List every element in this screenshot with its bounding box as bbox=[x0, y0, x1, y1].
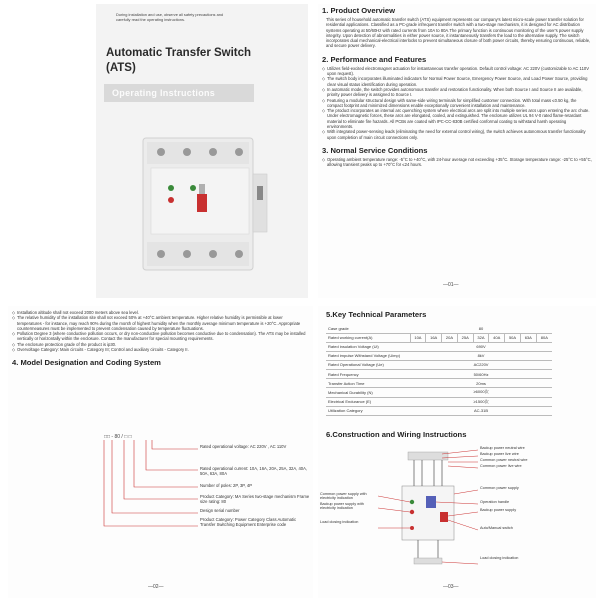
table-cell: Rated impulse Withstand Voltage (Uimp) bbox=[326, 351, 410, 360]
page-01 bbox=[318, 4, 596, 298]
page-number: —03— bbox=[443, 584, 459, 590]
wiring-label: Common power supply with electricity indication bbox=[320, 492, 367, 501]
feature-item: ◇ The switch body incorporates illuminated indicators for Normal Power Source, Emergency Power Source, and Load Power Source, providing clear visual status identification during operation. bbox=[322, 76, 592, 87]
code-label: Product Category: MA Series two-stage mechanism Frame size rating: 80 bbox=[200, 494, 310, 504]
section-title-conditions: 3. Normal Service Conditions bbox=[322, 145, 428, 155]
table-cell: AC-31B bbox=[410, 406, 552, 415]
table-row bbox=[326, 369, 552, 378]
table-cell: 20ms bbox=[410, 379, 552, 388]
feature-item: ◇ In automatic mode, the switch provides autonomous transfer and restoration functionality. When both Source I and Source II are available, priority power delivery is assigned to Source I. bbox=[322, 87, 592, 98]
wiring-label: Backup power supply bbox=[480, 508, 517, 512]
table-cell: Utilization Category bbox=[326, 406, 410, 415]
table-cell: Rated Operational Voltage (Ue) bbox=[326, 360, 410, 369]
features-list bbox=[322, 66, 592, 140]
wiring-labels-left bbox=[320, 492, 380, 524]
table-cell: ≥1500次 bbox=[410, 397, 552, 406]
feature-item: ◇ Featuring a modular structural design with same-side wiring terminals for simplified customer connection. With total mass ≤0.50 kg, the compact footprint and minimized dimensions enable exceptionally convenient installation and maintenance. bbox=[322, 98, 592, 109]
table-row bbox=[326, 333, 552, 342]
table-cell: Electrical Endurance (E) bbox=[326, 397, 410, 406]
cover-title-line2: (ATS) bbox=[106, 62, 136, 74]
table-cell: Rated Frequency bbox=[326, 369, 410, 378]
page-03 bbox=[318, 306, 596, 598]
table-row bbox=[326, 342, 552, 351]
wiring-label: Backup power neutral wire bbox=[480, 446, 525, 450]
table-cell: 690V bbox=[410, 342, 552, 351]
table-cell: 40A bbox=[489, 333, 505, 342]
wiring-label: Backup power live wire bbox=[480, 452, 519, 456]
model-code-lines bbox=[98, 438, 198, 538]
condition-item: ◇ Overvoltage Category: Main circuits - Category III; Control and auxiliary circuits - Category II. bbox=[12, 347, 308, 352]
code-label: Design serial number bbox=[200, 508, 240, 513]
wiring-labels-right bbox=[480, 446, 590, 560]
table-cell: AC220V bbox=[410, 360, 552, 369]
table-cell: 32A bbox=[473, 333, 489, 342]
table-cell: 25A bbox=[457, 333, 473, 342]
code-label: Product Category: Power Category Class Automatic Transfer Switching Equipment Enterprise code bbox=[200, 517, 297, 527]
wiring-label: Auto/Manual switch bbox=[480, 526, 513, 530]
table-cell: Rated working current(A) bbox=[326, 333, 410, 342]
code-label: Number of poles: 2P, 3P, 4P bbox=[200, 483, 252, 488]
condition-item: ◇ The relative humidity of the installation site shall not exceed 50% at +40°C ambient temperature. Higher relative humidity is permissible at lower temperatures - for instance, may reach 90% during the month of highest humidity when the monthly average minimum temperature is +20°C. Appropriate countermeasures must be implemented to prevent condensation caused by temperature fluctuations. bbox=[12, 315, 308, 331]
table-cell: Rated insulation Voltage (Ui) bbox=[326, 342, 410, 351]
section-title-features: 2. Performance and Features bbox=[322, 54, 427, 64]
table-cell: 50A bbox=[505, 333, 521, 342]
wiring-label: Load closing indication bbox=[320, 520, 359, 524]
condition-item: ◇ The enclosure protection grade of the product is ip30. bbox=[12, 342, 308, 347]
feature-item: ◇ Utilizes field-excited electromagnet actuation for instantaneous transfer operation. Default control voltage: AC 220V (customizable to AC 110V upon request). bbox=[322, 66, 592, 77]
wiring-label: Operation handle bbox=[480, 500, 510, 504]
cover-title-line1: Automatic Transfer Switch bbox=[106, 47, 252, 59]
table-cell: Mechanical Durability (N) bbox=[326, 388, 410, 397]
code-label-list bbox=[200, 444, 310, 527]
table-cell: 80 bbox=[410, 324, 552, 333]
model-code-pattern: □□ - 80 / □ □ bbox=[104, 434, 132, 440]
page-02 bbox=[8, 306, 313, 598]
parameters-table bbox=[326, 324, 552, 416]
table-row bbox=[326, 397, 552, 406]
table-cell: 80A bbox=[536, 333, 552, 342]
table-row bbox=[326, 351, 552, 360]
table-cell: ≥6000次 bbox=[410, 388, 552, 397]
page-number: —02— bbox=[148, 584, 164, 590]
table-cell: 10A bbox=[410, 333, 426, 342]
wiring-label: Common power live wire bbox=[480, 464, 522, 468]
table-row bbox=[326, 406, 552, 415]
code-label: Rated operational voltage: AC 220V , AC 110V bbox=[200, 444, 287, 449]
table-cell: 63A bbox=[520, 333, 536, 342]
cover-subtitle: Operating Instructions bbox=[112, 88, 216, 98]
section-title-wiring: 6.Construction and Wiring Instructions bbox=[326, 430, 467, 439]
condition-item: ◇ Operating ambient temperature range: -5°C to +40°C, with 24-hour average not exceeding +35°C. Storage temperature range: -25°C to +55°C, allowing transient peaks up to +70°C for ≤24 hours. bbox=[322, 157, 592, 168]
table-cell: 16A bbox=[426, 333, 442, 342]
cover-title bbox=[106, 46, 251, 76]
condition-item: ◇ Installation altitude shall not exceed 2000 meters above sea level. bbox=[12, 310, 308, 315]
wiring-label: Common power neutral wire bbox=[480, 458, 528, 462]
wiring-label: Load closing indication bbox=[480, 556, 519, 560]
table-row bbox=[326, 388, 552, 397]
table-row bbox=[326, 324, 552, 333]
wiring-label: Backup power supply with electricity indication bbox=[320, 502, 364, 511]
table-row bbox=[326, 360, 552, 369]
section-title-model: 4. Model Designation and Coding System bbox=[12, 358, 161, 368]
overview-text: This series of household automatic transfer switch (ATS) equipment represents our company's latest micro-scale power transfer solution for residential applications. Classified as a PC-grade infrequent transfer switch with a two-stage mechanism, it is designed for AC distribution systems operating at 50/60Hz with rated currents from 10A to 80A.The primary function is continuous monitoring of the user's power supply integrity. Upon detection of abnormalities in either power source, it instantaneously transfers the load to the alternative supply. The switch incorporates dual mechanical-electrical interlocks to prevent simultaneous closure of both power circuits, thereby ensuring continuous, reliable, and secure power delivery. bbox=[326, 17, 591, 49]
section-title-parameters: 5.Key Technical Parameters bbox=[326, 310, 427, 319]
table-cell: Case grade bbox=[326, 324, 410, 333]
page-number: —01— bbox=[443, 282, 459, 288]
table-row bbox=[326, 379, 552, 388]
feature-item: ◇ With integrated power-sensing leads (eliminating the need for external control wiring), the switch achieves autonomous transfer functionality upon completion of main circuit connections only. bbox=[322, 129, 592, 140]
table-cell: 8kV bbox=[410, 351, 552, 360]
condition-item: ◇ Pollution Degree 3 (where conductive pollution occurs, or dry non-conductive pollution becomes conductive due to condensation). The ATS may be installed vertically or horizontally within the enclosure. Contact the manufacturer for special mounting requirements. bbox=[12, 331, 308, 342]
table-cell: Transfer Action Time bbox=[326, 379, 410, 388]
table-cell: 20A bbox=[442, 333, 458, 342]
section-title-overview: 1. Product Overview bbox=[322, 6, 396, 15]
table-cell: 50/60Hz bbox=[410, 369, 552, 378]
cover-page bbox=[96, 4, 308, 298]
feature-item: ◇ The product incorporates an internal arc quenching system where electrical arcs are split into multiple series arcs upon entering the arc chute. Under electromagnetic forces, these arcs are elongated, cooled, and extinguished. The enclosure utilizes UL 94 V-0 rated flame-retardant material to eliminate fire hazards. All PCBs are coated with IPC-CC-830B certified conformal coating to withstand harsh operating environments. bbox=[322, 108, 592, 129]
wiring-label: Common power supply bbox=[480, 486, 519, 490]
cover-safety-note: During installation and use, observe all safety precautions and carefully read the operating instructions. bbox=[116, 12, 224, 22]
wiring-diagram bbox=[378, 446, 488, 566]
code-label: Rated operational current: 10A, 16A, 20A, 25A, 32A, 40A, 50A, 63A, 80A bbox=[200, 466, 308, 476]
ats-device-illustration bbox=[141, 134, 271, 274]
